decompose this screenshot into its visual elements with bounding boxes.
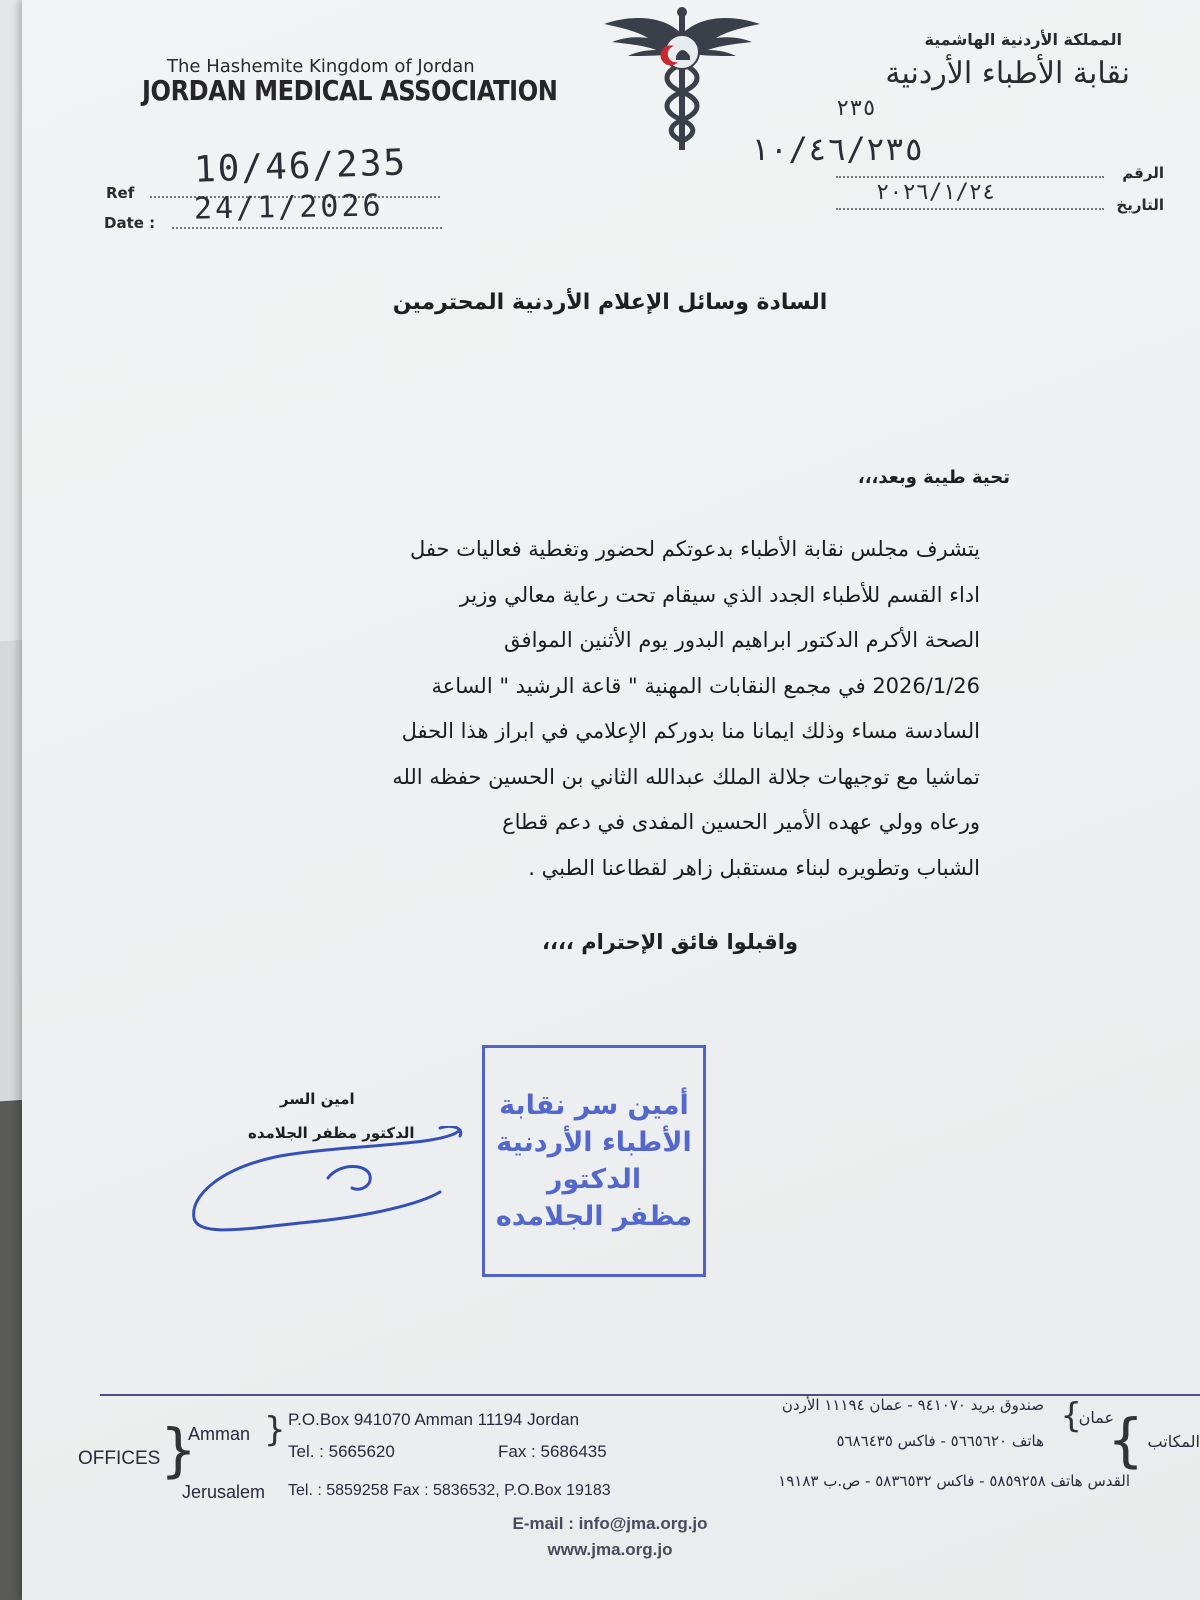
amman-tel: Tel. : 5665620	[288, 1442, 395, 1461]
date-ar-dotted-line	[836, 208, 1104, 210]
website-url: www.jma.org.jo	[547, 1540, 673, 1559]
amman-phones-ar: هاتف ٥٦٦٥٦٢٠ - فاكس ٥٦٨٦٤٣٥	[836, 1432, 1044, 1450]
body-line: الشباب وتطويره لبناء مستقبل زاهر لقطاعنا الطبي .	[528, 855, 980, 880]
jerusalem-ar: القدس هاتف ٥٨٥٩٢٥٨ - فاكس ٥٨٣٦٥٣٢ - ص.ب ١٩١٨٣	[778, 1472, 1130, 1490]
date-label-ar: التاريخ	[1116, 196, 1164, 214]
letter-page	[22, 0, 1200, 1600]
body-line: تماشيا مع توجيهات جلالة الملك عبدالله الثاني بن الحسين حفظه الله	[392, 764, 980, 789]
body-line: ورعاه وولي عهده الأمير الحسين المفدى في دعم قطاع	[502, 810, 980, 834]
kingdom-name-ar: المملكة الأردنية الهاشمية	[924, 30, 1122, 49]
amman-address-ar: صندوق بريد ٩٤١٠٧٠ - عمان ١١١٩٤ الأردن	[781, 1396, 1044, 1414]
signatory-name: الدكتور مظفر الجلامده	[248, 1124, 415, 1142]
ref-ar-dotted-line	[836, 176, 1104, 178]
letter-body	[252, 527, 980, 891]
association-name-en: JORDAN MEDICAL ASSOCIATION	[142, 74, 558, 107]
stamp-line: الدكتور	[546, 1164, 642, 1195]
body-line: يتشرف مجلس نقابة الأطباء بدعوتكم لحضور وتغطية فعاليات حفل	[409, 537, 980, 561]
date-ar-handwritten: ٢٠٢٦/١/٢٤	[876, 180, 996, 205]
date-label: Date :	[104, 214, 156, 232]
ref-label-ar: الرقم	[1122, 164, 1164, 182]
kingdom-name-en: The Hashemite Kingdom of Jordan	[167, 56, 475, 77]
signatory-title: امين السر	[280, 1090, 355, 1108]
amman-label-ar: عمان	[1078, 1408, 1114, 1427]
amman-fax: Fax : 5686435	[498, 1442, 607, 1461]
salutation: السادة وسائل الإعلام الأردنية المحترمين	[392, 290, 828, 315]
offices-ar-brace: {	[1107, 1406, 1144, 1474]
association-name-ar: نقابة الأطباء الأردنية	[885, 56, 1130, 91]
ref-number-ar-handwritten: ١٠/٤٦/٢٣٥	[750, 130, 924, 168]
closing-line: واقبلوا فائق الإحترام ،،،،	[542, 930, 798, 954]
ref-note-handwritten: ٢٣٥	[836, 96, 876, 121]
stamp-line: الأطباء الأردنية	[496, 1127, 692, 1158]
body-line: 2026/1/26 في مجمع النقابات المهنية " قاعة الرشيد " الساعة	[431, 673, 980, 698]
handwritten-signature	[190, 1126, 490, 1266]
jerusalem-label: Jerusalem	[182, 1482, 266, 1502]
stamp-line: أمين سر نقابة	[499, 1090, 689, 1121]
ref-number-handwritten: 10/46/235	[193, 142, 408, 191]
caduceus-emblem-icon	[604, 6, 760, 156]
ref-label: Ref	[106, 184, 135, 202]
amman-ar-brace: {	[1060, 1396, 1082, 1436]
date-dotted-line	[172, 227, 442, 229]
greeting: تحية طيبة وبعد،،،	[857, 467, 1010, 488]
body-line: السادسة مساء وذلك ايمانا منا بدوركم الإعلامي في ابراز هذا الحفل	[401, 719, 980, 743]
offices-label: OFFICES	[78, 1448, 161, 1469]
amman-address: P.O.Box 941070 Amman 11194 Jordan	[288, 1410, 580, 1429]
official-stamp	[482, 1045, 706, 1277]
stamp-line: مظفر الجلامده	[495, 1201, 693, 1232]
body-line: اداء القسم للأطباء الجدد الذي سيقام تحت رعاية معالي وزير	[459, 582, 980, 607]
jerusalem-contacts: Tel. : 5859258 Fax : 5836532, P.O.Box 19183	[288, 1482, 611, 1499]
offices-brace: }	[160, 1416, 197, 1484]
offices-label-ar: المكاتب	[1147, 1432, 1200, 1451]
body-line: الصحة الأكرم الدكتور ابراهيم البدور يوم الأثنين الموافق	[504, 628, 980, 652]
contact-email: E-mail : info@jma.org.jo	[512, 1514, 708, 1533]
amman-brace: }	[264, 1410, 286, 1450]
date-handwritten: 24/1/2026	[193, 188, 384, 227]
amman-label: Amman	[188, 1424, 251, 1444]
